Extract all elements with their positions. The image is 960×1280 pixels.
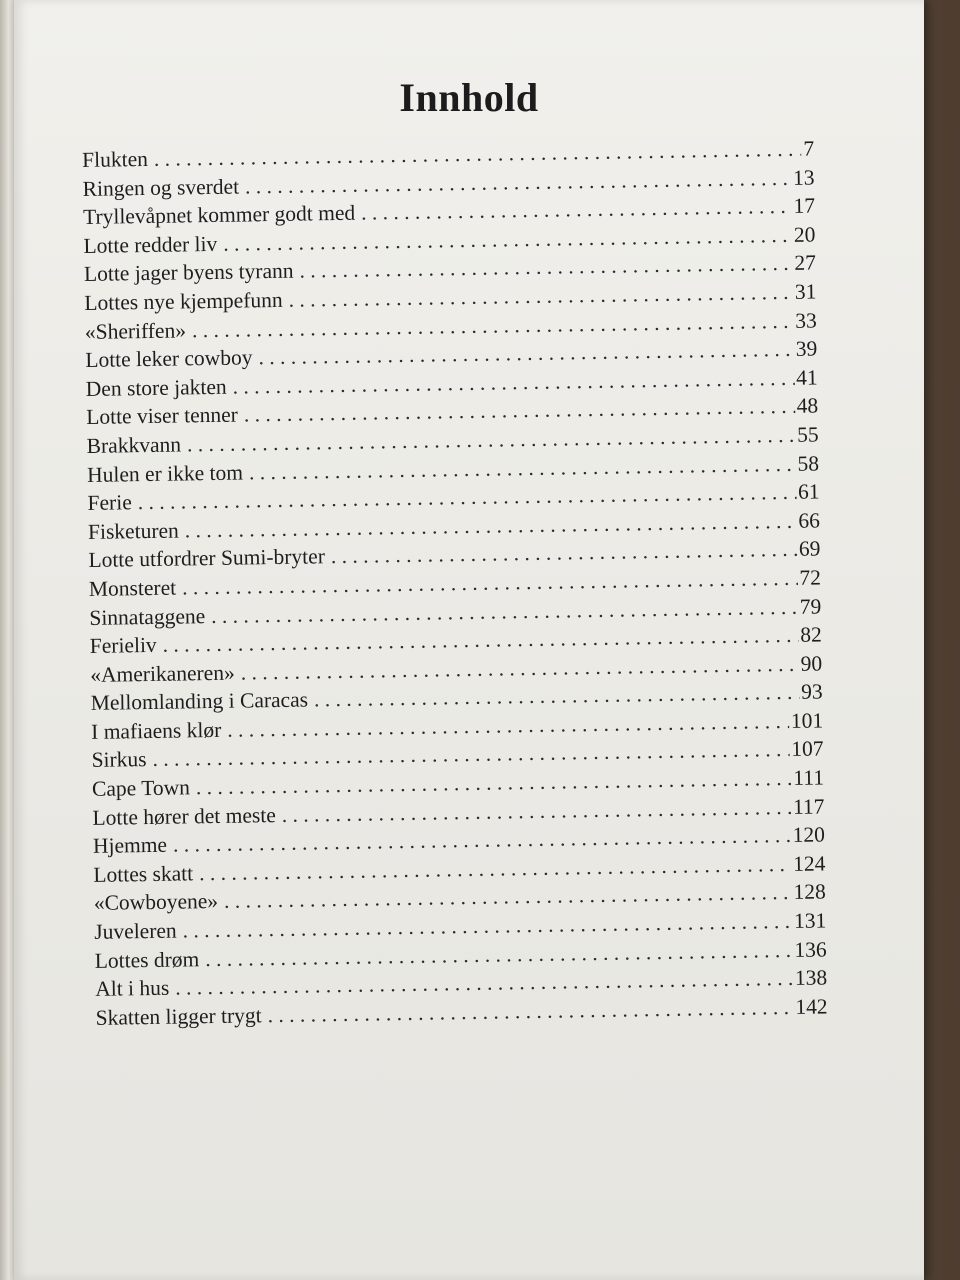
toc-entry-page: 7 [803, 136, 815, 161]
toc-entry-page: 17 [793, 193, 816, 219]
toc-entry-title: Ferie [87, 490, 132, 516]
toc-entry-page: 79 [799, 593, 822, 619]
toc-entry-page: 93 [800, 679, 823, 705]
toc-entry-title: Lotte viser tenner [86, 402, 239, 430]
toc-entry-page: 128 [793, 879, 826, 905]
toc-entry-title: Tryllevåpnet kommer godt med [82, 200, 356, 230]
toc-entry-title: Lottes drøm [94, 946, 200, 973]
toc-entry-title: «Amerikaneren» [90, 660, 235, 687]
toc-entry-title: Lotte redder liv [83, 231, 218, 258]
toc-entry-page: 82 [800, 622, 822, 647]
toc-entry-page: 111 [793, 765, 825, 790]
book-page [14, 0, 924, 1280]
toc-entry-title: I mafiaens klør [90, 717, 222, 744]
toc-entry-page: 117 [792, 794, 825, 819]
toc-entry-page: 20 [793, 222, 816, 247]
toc-entry-title: Mellomlanding i Caracas [90, 687, 309, 716]
toc-entry-title: «Cowboyene» [93, 889, 219, 916]
toc-entry-title: Fisketuren [87, 518, 179, 544]
toc-entry-page: 33 [795, 308, 817, 333]
toc-entry-title: Lotte hører det meste [92, 802, 276, 830]
toc-entry-title: Sinnataggene [89, 603, 206, 630]
toc-entry-page: 48 [796, 393, 819, 419]
toc-entry-title: Hjemme [92, 833, 168, 859]
toc-entry-page: 131 [793, 908, 827, 933]
toc-entry-page: 138 [794, 965, 828, 991]
toc-entry-page: 41 [796, 365, 818, 390]
table-of-contents [82, 137, 828, 1035]
toc-entry-title: Lottes skatt [93, 861, 194, 887]
toc-entry-page: 72 [799, 565, 822, 590]
toc-entry-page: 69 [798, 536, 821, 562]
toc-entry-page: 39 [795, 336, 818, 361]
toc-entry-page: 58 [797, 450, 820, 476]
toc-entry-page: 90 [800, 651, 823, 676]
toc-entry-title: «Sheriffen» [84, 317, 187, 344]
toc-entry-title: Cape Town [91, 775, 191, 801]
toc-entry-title: Hulen er ikke tom [86, 460, 244, 487]
toc-entry-page: 31 [794, 279, 817, 304]
toc-entry-page: 136 [794, 937, 827, 962]
toc-entry-title: Sirkus [91, 747, 147, 773]
toc-entry-title: Juveleren [94, 918, 177, 944]
book-spine [0, 0, 14, 1280]
toc-entry-page: 107 [791, 736, 824, 762]
toc-entry-title: Lotte utfordrer Sumi-bryter [88, 544, 326, 573]
toc-entry-title: Monsteret [88, 575, 177, 601]
page-title: Innhold [399, 75, 539, 120]
toc-entry-page: 55 [796, 422, 819, 447]
toc-entry-title: Lottes nye kjempefunn [84, 287, 283, 315]
toc-entry-title: Brakkvann [86, 432, 182, 458]
toc-entry-page: 27 [794, 250, 817, 276]
toc-entry-page: 124 [792, 851, 826, 876]
toc-entry-page: 13 [792, 165, 815, 190]
dot-leader [361, 194, 792, 226]
toc-entry-title: Ringen og sverdet [82, 174, 240, 201]
toc-entry-title: Alt i hus [95, 975, 170, 1002]
toc-entry-title: Ferieliv [89, 632, 157, 659]
toc-entry-title: Skatten ligger trygt [95, 1003, 262, 1030]
toc-entry-title: Den store jakten [85, 374, 227, 401]
toc-entry-page: 61 [797, 479, 820, 504]
toc-entry-title: Lotte jager byens tyrann [83, 259, 294, 287]
toc-entry-page: 120 [792, 822, 826, 848]
toc-entry-page: 66 [798, 508, 821, 533]
toc-entry-page: 101 [790, 708, 824, 733]
toc-entry-page: 142 [795, 994, 828, 1019]
toc-entry-title: Flukten [82, 146, 149, 172]
toc-entry-title: Lotte leker cowboy [85, 345, 253, 373]
